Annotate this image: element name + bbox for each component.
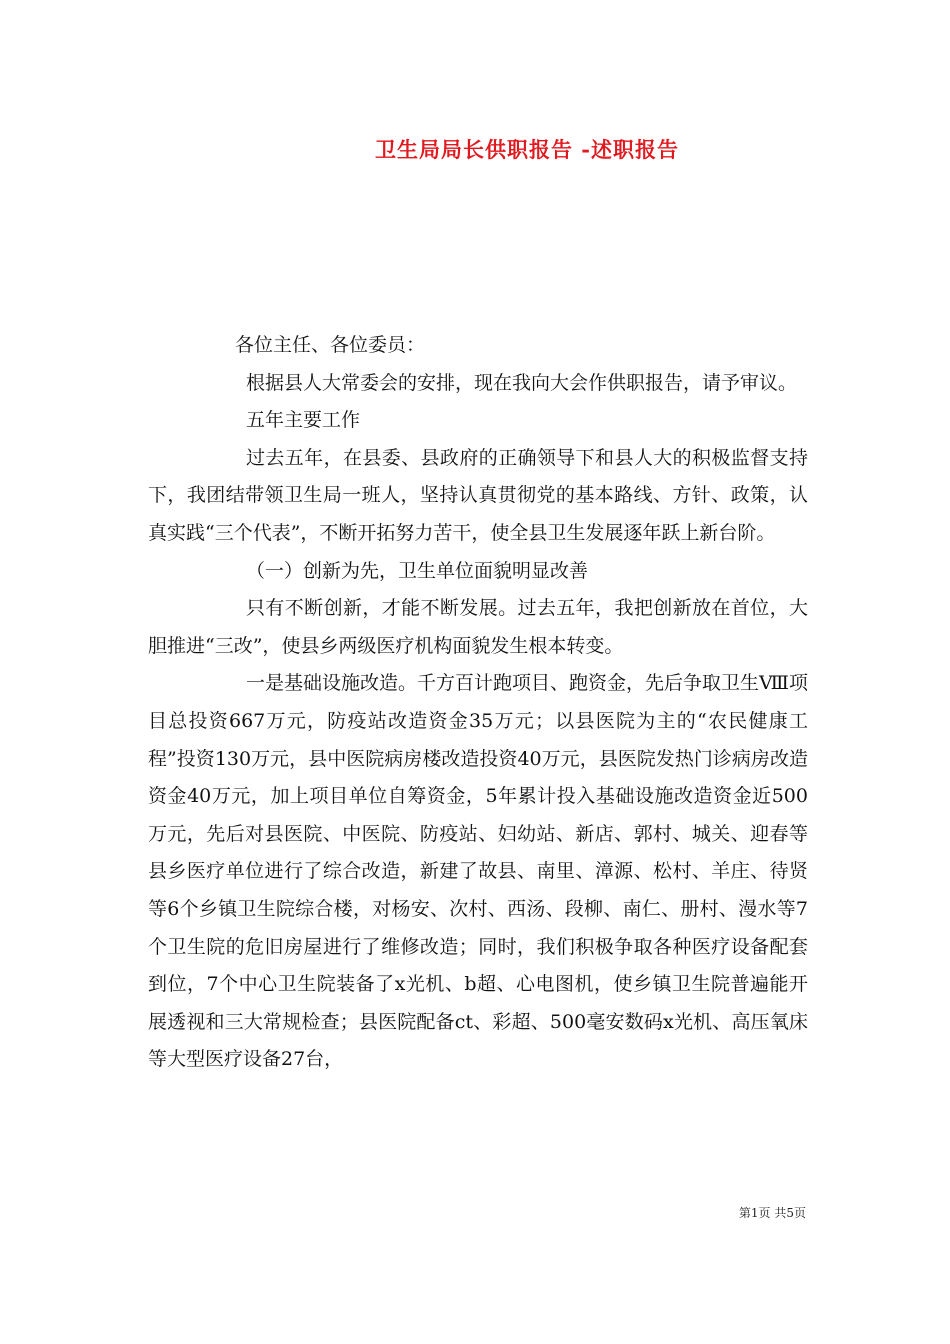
salutation: 各位主任、各位委员： [235, 334, 426, 356]
document-body [148, 327, 808, 1079]
paragraph-innovation: 只有不断创新，才能不断发展。过去五年，我把创新放在首位，大胆推进“三改”，使县乡两级医疗机构面貌发生根本转变。 [148, 597, 808, 657]
paragraph-intro: 根据县人大常委会的安排，现在我向大会作供职报告，请予审议。 [246, 371, 798, 394]
subsection-heading: （一）创新为先，卫生单位面貌明显改善 [246, 559, 589, 582]
document-title: 卫生局局长供职报告 -述职报告 [375, 137, 680, 162]
paragraph-overview: 过去五年，在县委、县政府的正确领导下和县人大的积极监督支持下，我团结带领卫生局一班人，坚持认真贯彻党的基本路线、方针、政策，认真实践“三个代表”，不断开拓努力苦干，使全县卫生发展逐年跃上新台阶。 [148, 446, 808, 544]
section-heading: 五年主要工作 [246, 409, 361, 432]
paragraph-infrastructure: 一是基础设施改造。千方百计跑项目、跑资金，先后争取卫生Ⅷ项目总投资667万元，防疫站改造资金35万元；以县医院为主的“农民健康工程”投资130万元，县中医院病房楼改造投资40万元，县医院发热门诊病房改造资金40万元，加上项目单位自筹资金，5年累计投入基础设施改造资金近500万元，先后对县医院、中医院、防疫站、妇幼站、新店、郭村、城关、迎春等县乡医疗单位进行了综合改造，新建了故县、南里、漳源、松村、羊庄、待贤等6个乡镇卫生院综合楼，对杨安、次村、西汤、段柳、南仁、册村、漫水等7个卫生院的危旧房屋进行了维修改造；同时，我们积极争取各种医疗设备配套到位，7个中心卫生院装备了x光机、b超、心电图机，使乡镇卫生院普遍能开展透视和三大常规检查；县医院配备ct、彩超、500毫安数码x光机、高压氧床等大型医疗设备27台， [148, 672, 808, 1071]
page-number: 第1页 共5页 [738, 1206, 806, 1220]
